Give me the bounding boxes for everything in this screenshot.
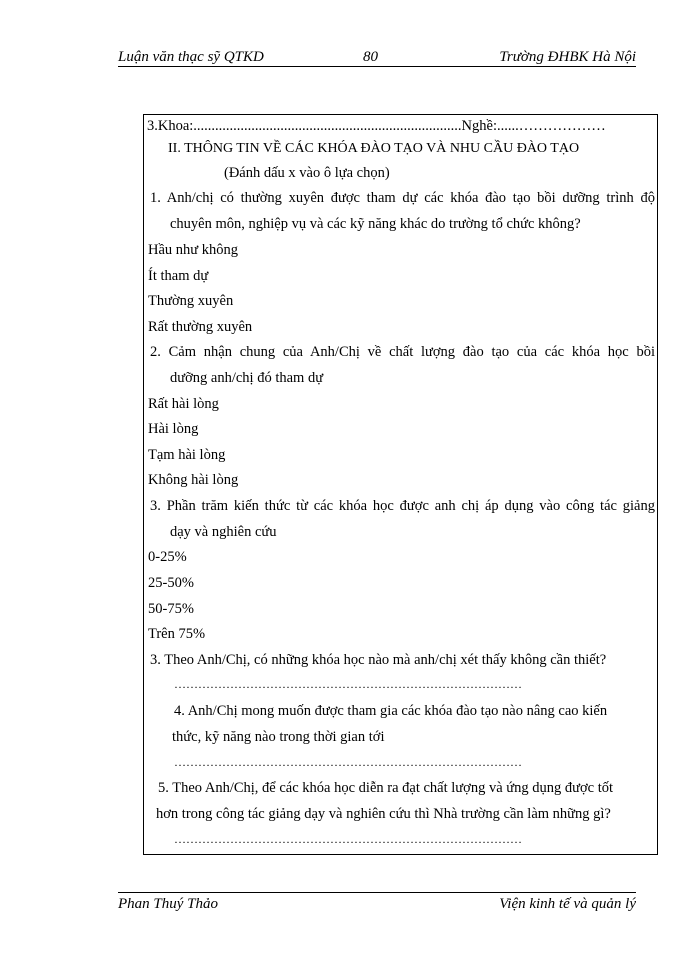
q2-line1: 2. Cảm nhận chung của Anh/Chị về chất lượng đào tạo của các khóa học bồi: [150, 344, 655, 360]
page-header: [118, 46, 636, 67]
q2-line2: dưỡng anh/chị đó tham dự: [170, 370, 324, 386]
q1-option: Rất thường xuyên: [148, 319, 253, 335]
khoa-line: 3.Khoa:..........................................................................Nghề:......………………: [147, 118, 606, 134]
q6-answer-dots[interactable]: ……………………………………………………………………………: [174, 832, 522, 846]
header-thesis-title: Luận văn thạc sỹ QTKD: [118, 49, 264, 65]
page-number: 80: [363, 49, 378, 65]
section-title: II. THÔNG TIN VỀ CÁC KHÓA ĐÀO TẠO VÀ NHU CẦU ĐÀO TẠO: [168, 141, 580, 156]
q3-line2: dạy và nghiên cứu: [170, 524, 277, 540]
q3-option: 25-50%: [148, 575, 194, 591]
q5-line1: 4. Anh/Chị mong muốn được tham gia các khóa đào tạo nào nâng cao kiến: [174, 703, 608, 719]
q4-answer-dots[interactable]: ……………………………………………………………………………: [174, 677, 522, 691]
q6-line2: hơn trong công tác giảng dạy và nghiên cứu thì Nhà trường cần làm những gì?: [156, 806, 611, 822]
q3-option: Trên 75%: [148, 626, 206, 642]
q1-option: Hầu như không: [148, 242, 239, 258]
q2-option: Hài lòng: [148, 421, 199, 437]
q1-line2: chuyên môn, nghiệp vụ và các kỹ năng khác do trường tổ chức không?: [170, 216, 581, 232]
footer-author: Phan Thuý Thảo: [118, 896, 219, 912]
q1-line1: 1. Anh/chị có thường xuyên được tham dự các khóa đào tạo bồi dưỡng trình độ: [150, 190, 655, 206]
questionnaire-box: [143, 114, 658, 855]
q6-line1: 5. Theo Anh/Chị, để các khóa học diễn ra đạt chất lượng và ứng dụng được tốt: [158, 780, 614, 796]
section-note: (Đánh dấu x vào ô lựa chọn): [224, 165, 390, 181]
header-university: Trường ĐHBK Hà Nội: [499, 49, 636, 65]
q2-option: Tạm hài lòng: [148, 447, 226, 463]
q5-line2: thức, kỹ năng nào trong thời gian tới: [172, 729, 385, 745]
q3-option: 50-75%: [148, 601, 194, 617]
q2-option: Không hài lòng: [148, 472, 239, 488]
footer-institute: Viện kinh tế và quản lý: [499, 896, 636, 912]
q2-option: Rất hài lòng: [148, 396, 219, 412]
q5-answer-dots[interactable]: ……………………………………………………………………………: [174, 755, 522, 769]
q3-option: 0-25%: [148, 549, 187, 565]
q1-option: Thường xuyên: [148, 293, 234, 309]
q1-option: Ít tham dự: [148, 268, 209, 284]
q3-line1: 3. Phần trăm kiến thức từ các khóa học được anh chị áp dụng vào công tác giảng: [150, 498, 655, 514]
page-footer: [118, 892, 636, 917]
q4-line1: 3. Theo Anh/Chị, có những khóa học nào mà anh/chị xét thấy không cần thiết?: [150, 652, 607, 668]
